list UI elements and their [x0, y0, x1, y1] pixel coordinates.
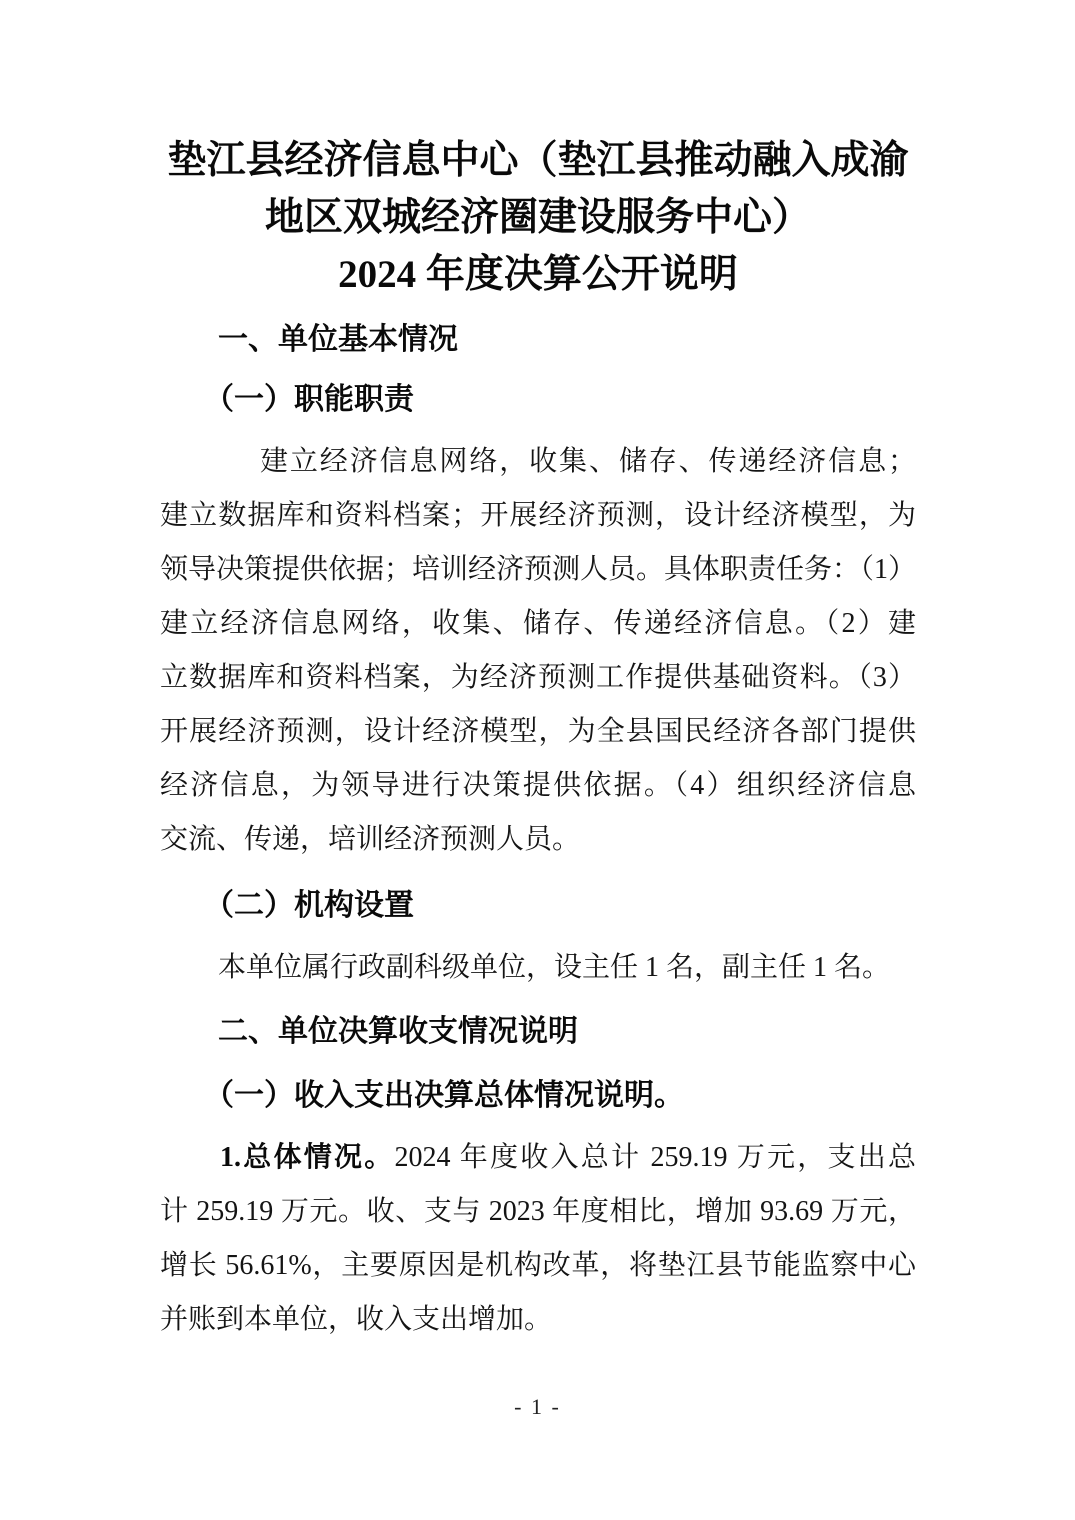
heading-budget-statement: 二、单位决算收支情况说明: [218, 1015, 578, 1048]
paragraph-duties-line: 经济信息，为领导进行决策提供依据。（4）组织经济信息: [160, 770, 916, 801]
paragraph-duties-line: 领导决策提供依据；培训经济预测人员。具体职责任务：（1）: [160, 554, 917, 585]
paragraph-duties: [160, 435, 916, 867]
paragraph-overview-line: [160, 1131, 916, 1185]
paragraph-overview-line: 增长 56.61%，主要原因是机构改革，将垫江县节能监察中心: [160, 1250, 916, 1281]
paragraph-duties-line: 建立数据库和资料档案；开展经济预测，设计经济模型，为: [160, 500, 916, 531]
document-title-line-2: 地区双城经济圈建设服务中心）: [264, 196, 811, 239]
paragraph-organization: [160, 941, 916, 995]
document-title: [160, 132, 916, 303]
paragraph-overview: [160, 1131, 916, 1347]
paragraph-duties-line: 建立经济信息网络，收集、储存、传递经济信息。（2）建: [160, 608, 916, 639]
paragraph-overview-line: 并账到本单位，收入支出增加。: [160, 1304, 553, 1335]
heading-overview: （一）收入支出决算总体情况说明。: [204, 1079, 684, 1112]
overview-lead-bold: 1.总体情况。: [220, 1142, 395, 1173]
paragraph-duties-line: 建立经济信息网络，收集、储存、传递经济信息；: [260, 446, 916, 477]
heading-duties: （一）职能职责: [204, 383, 414, 416]
paragraph-overview-line: 计 259.19 万元。收、支与 2023 年度相比，增加 93.69 万元，: [160, 1196, 916, 1227]
paragraph-organization-line: 本单位属行政副科级单位，设主任 1 名，副主任 1 名。: [218, 952, 891, 983]
document-title-line-1: 垫江县经济信息中心（垫江县推动融入成渝: [167, 139, 909, 182]
document-title-line-3: 2024 年度决算公开说明: [338, 253, 738, 296]
page-number: - 1 -: [514, 1394, 561, 1419]
paragraph-duties-line: 立数据库和资料档案，为经济预测工作提供基础资料。（3）: [160, 662, 916, 693]
heading-organization: （二）机构设置: [204, 889, 414, 922]
paragraph-duties-line: 开展经济预测，设计经济模型，为全县国民经济各部门提供: [160, 716, 916, 747]
heading-unit-basic-info: 一、单位基本情况: [218, 323, 458, 356]
overview-line1-rest: 2024 年度收入总计 259.19 万元，支出总: [394, 1142, 916, 1173]
paragraph-duties-line: 交流、传递，培训经济预测人员。: [160, 824, 581, 855]
